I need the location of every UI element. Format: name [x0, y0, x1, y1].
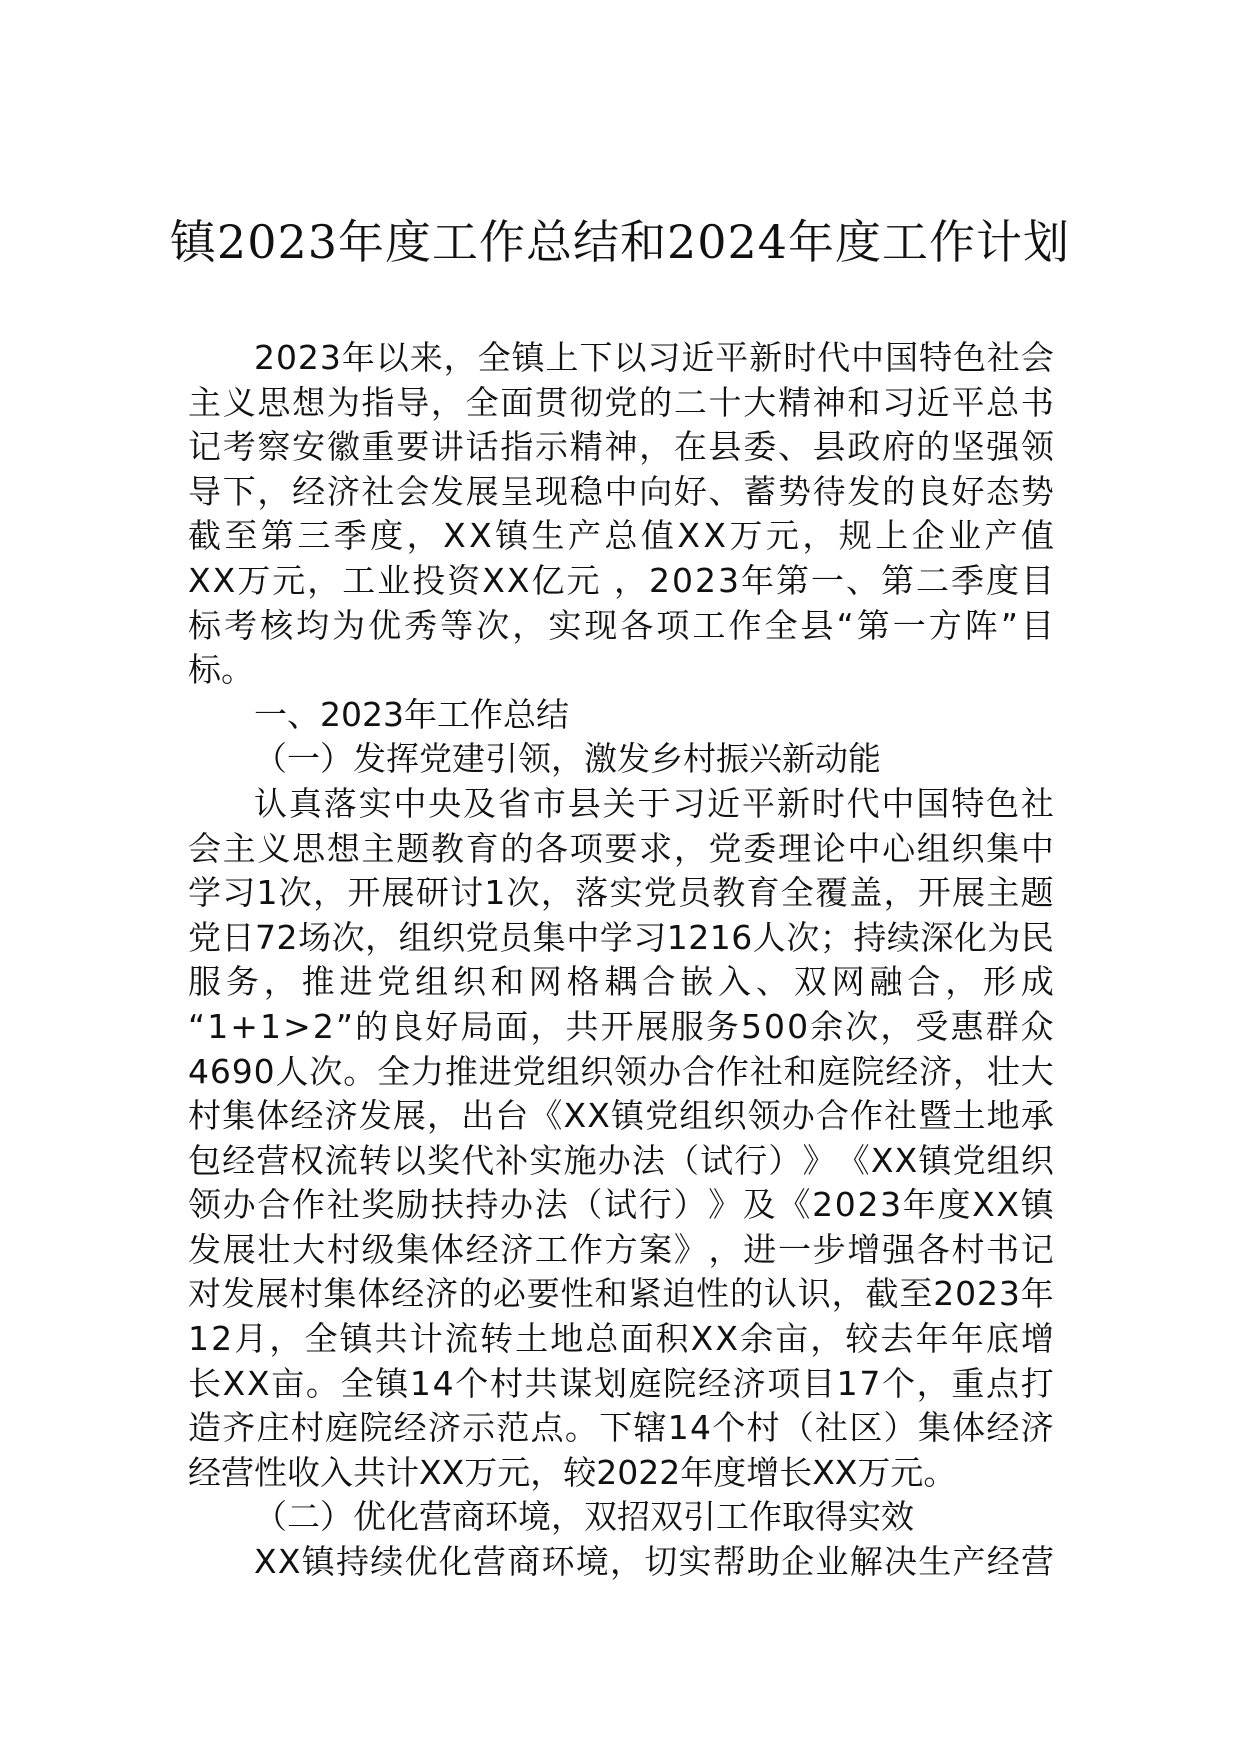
paragraph-line: 服 务 ， 推 进 党 组 织 和 网 格 耦 合 嵌 入 、 双 网 融 合 ， 形 成 — [188, 962, 1054, 1002]
subsection-heading: （二）优化营商环境，双招双引工作取得实效 — [254, 1497, 914, 1537]
paragraph-line: 截 至 第 三 季 度 ， X X 镇 生 产 总 值 X X 万 元 ， 规 上 企 业 产 值 — [188, 516, 1054, 556]
paragraph-line: 导 下 ， 经 济 社 会 发 展 呈 现 稳 中 向 好 、 蓄 势 待 发 的 良 好 态 势 — [188, 471, 1054, 511]
paragraph-line: 学 习 1 次 ， 开 展 研 讨 1 次 ， 落 实 党 员 教 育 全 覆 盖 ， 开 展 主 题 — [188, 873, 1054, 913]
paragraph-line: 长 X X 亩 。 全 镇 1 4 个 村 共 谋 划 庭 院 经 济 项 目 1 7 个 ， 重 点 打 — [188, 1363, 1054, 1403]
paragraph-line: 领 办 合 作 社 奖 励 扶 持 办 法 （ 试 行 ） 》 及 《 2 0 2 3 年 度 X X 镇 — [188, 1185, 1054, 1225]
paragraph-line: 4 6 9 0 人 次 。 全 力 推 进 党 组 织 领 办 合 作 社 和 庭 院 经 济 ， 壮 大 — [188, 1051, 1054, 1091]
paragraph-line: 主 义 思 想 为 指 导 ， 全 面 贯 彻 党 的 二 十 大 精 神 和 习 近 平 总 书 — [188, 382, 1054, 422]
paragraph-line: 经营性收入共计XX万元，较2022年度增长XX万元。 — [188, 1452, 957, 1492]
paragraph-line: 1 2 月 ， 全 镇 共 计 流 转 土 地 总 面 积 X X 余 亩 ， 较 去 年 年 底 增 — [188, 1319, 1054, 1359]
paragraph-line: 对 发 展 村 集 体 经 济 的 必 要 性 和 紧 迫 性 的 认 识 ， 截 至 2 0 2 3 年 — [188, 1274, 1054, 1314]
section-heading: 一、2023年工作总结 — [254, 694, 569, 734]
paragraph-line: 标。 — [188, 650, 254, 690]
paragraph-line: X X 镇 持 续 优 化 营 商 环 境 ， 切 实 帮 助 企 业 解 决 生 产 经 营 — [254, 1542, 1054, 1582]
paragraph-line: 记 考 察 安 徽 重 要 讲 话 指 示 精 神 ， 在 县 委 、 县 政 府 的 坚 强 领 — [188, 427, 1054, 467]
document-body — [188, 336, 1054, 1585]
paragraph-line: 造 齐 庄 村 庭 院 经 济 示 范 点 。 下 辖 1 4 个 村 （ 社 区 ） 集 体 经 济 — [188, 1408, 1054, 1448]
paragraph-line: 认 真 落 实 中 央 及 省 市 县 关 于 习 近 平 新 时 代 中 国 特 色 社 — [254, 783, 1054, 823]
paragraph-line: 标 考 核 均 为 优 秀 等 次 ， 实 现 各 项 工 作 全 县 “ 第 一 方 阵 ” 目 — [188, 605, 1054, 645]
paragraph-line: 党 日 7 2 场 次 ， 组 织 党 员 集 中 学 习 1 2 1 6 人 次 ； 持 续 深 化 为 民 — [188, 917, 1054, 957]
paragraph-line: 会 主 义 思 想 主 题 教 育 的 各 项 要 求 ， 党 委 理 论 中 心 组 织 集 中 — [188, 828, 1054, 868]
paragraph-line: 发 展 壮 大 村 级 集 体 经 济 工 作 方 案 》 ， 进 一 步 增 强 各 村 书 记 — [188, 1229, 1054, 1269]
paragraph-line: 2 0 2 3 年 以 来 ， 全 镇 上 下 以 习 近 平 新 时 代 中 国 特 色 社 会 — [254, 338, 1054, 377]
document-title: 镇2023年度工作总结和2024年度工作计划 — [169, 215, 1071, 269]
paragraph-line: 包 经 营 权 流 转 以 奖 代 补 实 施 办 法 （ 试 行 ） 》 《 X X 镇 党 组 织 — [188, 1140, 1054, 1180]
paragraph-line: X X 万 元 ， 工 业 投 资 X X 亿 元 ， 2 0 2 3 年 第 一 、 第 二 季 度 目 — [188, 560, 1054, 600]
paragraph-line: 村 集 体 经 济 发 展 ， 出 台 《 X X 镇 党 组 织 领 办 合 作 社 暨 土 地 承 — [188, 1096, 1054, 1136]
subsection-heading: （一）发挥党建引领，激发乡村振兴新动能 — [254, 739, 881, 779]
paragraph-line: “ 1 + 1 > 2 ” 的 良 好 局 面 ， 共 开 展 服 务 5 0 0 余 次 ， 受 惠 群 众 — [188, 1006, 1054, 1046]
